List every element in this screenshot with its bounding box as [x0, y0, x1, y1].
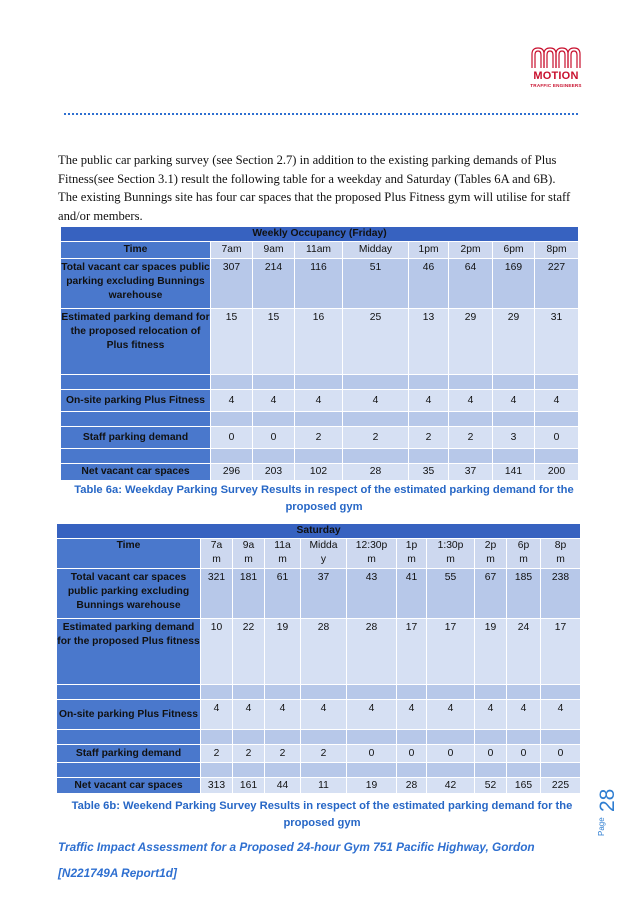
value-cell: 2 [201, 745, 233, 763]
spacer-cell [535, 412, 579, 427]
footer-reference: [N221749A Report1d] [58, 866, 177, 880]
spacer-cell [253, 412, 295, 427]
time-cell: 6pm [493, 242, 535, 259]
footer-title: Traffic Impact Assessment for a Proposed 24-hour Gym 751 Pacific Highway, Gordon [58, 840, 535, 854]
value-cell: 0 [253, 427, 295, 449]
spacer-cell [343, 375, 409, 390]
spacer-cell [397, 763, 427, 778]
value-cell: 116 [295, 259, 343, 309]
time-text: m [486, 554, 495, 565]
spacer-cell [427, 763, 475, 778]
value-cell: 4 [475, 700, 507, 730]
value-cell: 44 [265, 778, 301, 794]
table-6a-caption [60, 482, 588, 516]
spacer-cell [233, 685, 265, 700]
row-label-demand: Estimated parking demand for the proposed Plus fitness [57, 619, 201, 685]
spacer-cell [343, 412, 409, 427]
value-cell: 37 [449, 464, 493, 481]
spacer-cell [541, 685, 581, 700]
spacer-cell [475, 685, 507, 700]
row-label-vacant: Total vacant car spaces public parking excluding Bunnings warehouse [61, 259, 211, 309]
value-cell: 0 [475, 745, 507, 763]
spacer-cell [201, 685, 233, 700]
spacer-cell [347, 685, 397, 700]
spacer-cell [301, 685, 347, 700]
value-cell: 15 [211, 309, 253, 375]
row-label-demand: Estimated parking demand for the proposed relocation of Plus fitness [61, 309, 211, 375]
value-cell: 22 [233, 619, 265, 685]
caption-line: Table 6b: Weekend Parking Survey Results in respect of the estimated parking demand for the [71, 800, 573, 812]
spacer-cell [57, 730, 201, 745]
value-cell: 4 [233, 700, 265, 730]
value-cell: 28 [343, 464, 409, 481]
value-cell: 4 [427, 700, 475, 730]
value-cell: 17 [427, 619, 475, 685]
value-cell: 141 [493, 464, 535, 481]
time-text: m [212, 554, 221, 565]
value-cell: 51 [343, 259, 409, 309]
time-cell: 11am [295, 242, 343, 259]
spacer-cell [541, 730, 581, 745]
spacer-cell [397, 685, 427, 700]
time-cell: 1pm [409, 242, 449, 259]
spacer-cell [295, 375, 343, 390]
spacer-cell [541, 763, 581, 778]
value-cell: 0 [427, 745, 475, 763]
time-cell: 7am [211, 242, 253, 259]
row-label-onsite: On-site parking Plus Fitness [61, 390, 211, 412]
value-cell: 41 [397, 569, 427, 619]
value-cell: 169 [493, 259, 535, 309]
spacer-cell [343, 449, 409, 464]
caption-line: proposed gym [285, 501, 363, 513]
spacer-cell [535, 375, 579, 390]
time-header: Time [57, 539, 201, 569]
spacer-cell [301, 763, 347, 778]
time-text: 8p [554, 540, 567, 551]
value-cell: 225 [541, 778, 581, 794]
value-cell: 28 [347, 619, 397, 685]
time-text: 7a [210, 540, 223, 551]
time-header: Time [61, 242, 211, 259]
value-cell: 2 [295, 427, 343, 449]
value-cell: 42 [427, 778, 475, 794]
spacer-cell [57, 685, 201, 700]
spacer-cell [347, 763, 397, 778]
spacer-cell [409, 449, 449, 464]
table-title: Weekly Occupancy (Friday) [61, 227, 579, 242]
spacer-cell [253, 375, 295, 390]
spacer-cell [507, 685, 541, 700]
time-cell: 8pm [535, 242, 579, 259]
spacer-cell [211, 375, 253, 390]
time-text: 2p [484, 540, 497, 551]
value-cell: 4 [253, 390, 295, 412]
time-cell [397, 539, 427, 569]
time-cell [347, 539, 397, 569]
caption-line: proposed gym [283, 817, 361, 829]
value-cell: 4 [343, 390, 409, 412]
spacer-cell [449, 412, 493, 427]
spacer-cell [265, 730, 301, 745]
spacer-cell [347, 730, 397, 745]
value-cell: 165 [507, 778, 541, 794]
logo-text: MOTION [533, 70, 579, 82]
value-cell: 29 [493, 309, 535, 375]
value-cell: 161 [233, 778, 265, 794]
value-cell: 24 [507, 619, 541, 685]
time-text: 11a [274, 540, 291, 551]
value-cell: 17 [397, 619, 427, 685]
spacer-cell [493, 375, 535, 390]
time-text: m [367, 554, 376, 565]
value-cell: 4 [211, 390, 253, 412]
time-cell [233, 539, 265, 569]
value-cell: 19 [265, 619, 301, 685]
value-cell: 46 [409, 259, 449, 309]
time-cell: Midday [343, 242, 409, 259]
value-cell: 0 [347, 745, 397, 763]
time-text: y [320, 554, 327, 565]
value-cell: 4 [507, 700, 541, 730]
value-cell: 313 [201, 778, 233, 794]
row-label-net: Net vacant car spaces [57, 778, 201, 794]
spacer-cell [507, 763, 541, 778]
value-cell: 4 [409, 390, 449, 412]
value-cell: 2 [343, 427, 409, 449]
value-cell: 185 [507, 569, 541, 619]
value-cell: 4 [265, 700, 301, 730]
value-cell: 19 [347, 778, 397, 794]
spacer-cell [61, 412, 211, 427]
time-text: 9a [242, 540, 255, 551]
value-cell: 238 [541, 569, 581, 619]
value-cell: 227 [535, 259, 579, 309]
spacer-cell [253, 449, 295, 464]
value-cell: 61 [265, 569, 301, 619]
spacer-cell [233, 730, 265, 745]
header-divider [64, 113, 578, 115]
value-cell: 13 [409, 309, 449, 375]
value-cell: 2 [301, 745, 347, 763]
value-cell: 67 [475, 569, 507, 619]
value-cell: 2 [449, 427, 493, 449]
value-cell: 2 [409, 427, 449, 449]
value-cell: 4 [295, 390, 343, 412]
weekday-occupancy-table [60, 226, 579, 481]
table-title: Saturday [57, 524, 581, 539]
value-cell: 10 [201, 619, 233, 685]
value-cell: 2 [233, 745, 265, 763]
spacer-cell [475, 763, 507, 778]
intro-line: and/or members. [58, 208, 143, 223]
spacer-cell [61, 449, 211, 464]
value-cell: 321 [201, 569, 233, 619]
spacer-cell [427, 685, 475, 700]
value-cell: 2 [265, 745, 301, 763]
time-cell [541, 539, 581, 569]
value-cell: 11 [301, 778, 347, 794]
time-text: m [244, 554, 253, 565]
spacer-cell [233, 763, 265, 778]
spacer-cell [409, 375, 449, 390]
time-text: 1:30p [437, 540, 464, 551]
spacer-cell [449, 375, 493, 390]
time-text: m [407, 554, 416, 565]
spacer-cell [61, 375, 211, 390]
spacer-cell [57, 763, 201, 778]
value-cell: 4 [301, 700, 347, 730]
spacer-cell [211, 412, 253, 427]
intro-line: The existing Bunnings site has four car spaces that the proposed Plus Fitness gym will utilise for staff [58, 190, 571, 205]
value-cell: 0 [535, 427, 579, 449]
time-text: 1p [405, 540, 418, 551]
value-cell: 200 [535, 464, 579, 481]
intro-line: Fitness(see Section 3.1) result the following table for a weekday and Saturday (Tables 6A and 6B). [58, 171, 556, 186]
time-text: 6p [517, 540, 530, 551]
spacer-cell [265, 763, 301, 778]
value-cell: 28 [397, 778, 427, 794]
value-cell: 16 [295, 309, 343, 375]
value-cell: 4 [541, 700, 581, 730]
value-cell: 3 [493, 427, 535, 449]
time-cell: 2pm [449, 242, 493, 259]
value-cell: 0 [211, 427, 253, 449]
value-cell: 15 [253, 309, 295, 375]
value-cell: 29 [449, 309, 493, 375]
spacer-cell [493, 449, 535, 464]
spacer-cell [201, 763, 233, 778]
spacer-cell [301, 730, 347, 745]
spacer-cell [295, 412, 343, 427]
value-cell: 17 [541, 619, 581, 685]
value-cell: 203 [253, 464, 295, 481]
value-cell: 4 [535, 390, 579, 412]
time-text: Midda [309, 540, 338, 551]
time-cell: 9am [253, 242, 295, 259]
value-cell: 52 [475, 778, 507, 794]
value-cell: 0 [397, 745, 427, 763]
page-number-value: 28 [596, 788, 619, 812]
value-cell: 31 [535, 309, 579, 375]
page-label: Page [597, 817, 606, 836]
time-cell [475, 539, 507, 569]
intro-line: The public car parking survey (see Section 2.7) in addition to the existing parking demands of Plus [58, 153, 557, 167]
value-cell: 37 [301, 569, 347, 619]
value-cell: 181 [233, 569, 265, 619]
value-cell: 35 [409, 464, 449, 481]
value-cell: 4 [397, 700, 427, 730]
spacer-cell [535, 449, 579, 464]
time-text: m [446, 554, 455, 565]
value-cell: 307 [211, 259, 253, 309]
row-label-staff: Staff parking demand [61, 427, 211, 449]
logo-subtext: TRAFFIC ENGINEERS [530, 83, 582, 88]
value-cell: 25 [343, 309, 409, 375]
spacer-cell [507, 730, 541, 745]
spacer-cell [427, 730, 475, 745]
time-cell [301, 539, 347, 569]
spacer-cell [475, 730, 507, 745]
value-cell: 19 [475, 619, 507, 685]
value-cell: 214 [253, 259, 295, 309]
spacer-cell [295, 449, 343, 464]
value-cell: 4 [347, 700, 397, 730]
spacer-cell [265, 685, 301, 700]
value-cell: 0 [541, 745, 581, 763]
saturday-occupancy-table [56, 523, 581, 794]
caption-line: Table 6a: Weekday Parking Survey Results in respect of the estimated parking demand for the [74, 484, 574, 496]
spacer-cell [201, 730, 233, 745]
value-cell: 4 [493, 390, 535, 412]
time-cell [507, 539, 541, 569]
value-cell: 102 [295, 464, 343, 481]
intro-paragraph [58, 151, 578, 225]
time-cell [201, 539, 233, 569]
value-cell: 296 [211, 464, 253, 481]
time-text: m [519, 554, 528, 565]
value-cell: 4 [449, 390, 493, 412]
spacer-cell [397, 730, 427, 745]
value-cell: 0 [507, 745, 541, 763]
time-text: 12:30p [355, 540, 388, 551]
value-cell: 4 [201, 700, 233, 730]
value-cell: 64 [449, 259, 493, 309]
value-cell: 55 [427, 569, 475, 619]
spacer-cell [493, 412, 535, 427]
row-label-onsite: On-site parking Plus Fitness [57, 700, 201, 730]
table-6b-caption [56, 798, 588, 832]
value-cell: 28 [301, 619, 347, 685]
spacer-cell [449, 449, 493, 464]
time-text: m [278, 554, 287, 565]
time-cell [427, 539, 475, 569]
spacer-cell [409, 412, 449, 427]
page-number [593, 788, 633, 838]
row-label-vacant: Total vacant car spaces public parking excluding Bunnings warehouse [57, 569, 201, 619]
time-cell [265, 539, 301, 569]
row-label-net: Net vacant car spaces [61, 464, 211, 481]
spacer-cell [211, 449, 253, 464]
value-cell: 43 [347, 569, 397, 619]
time-text: m [556, 554, 565, 565]
row-label-staff: Staff parking demand [57, 745, 201, 763]
